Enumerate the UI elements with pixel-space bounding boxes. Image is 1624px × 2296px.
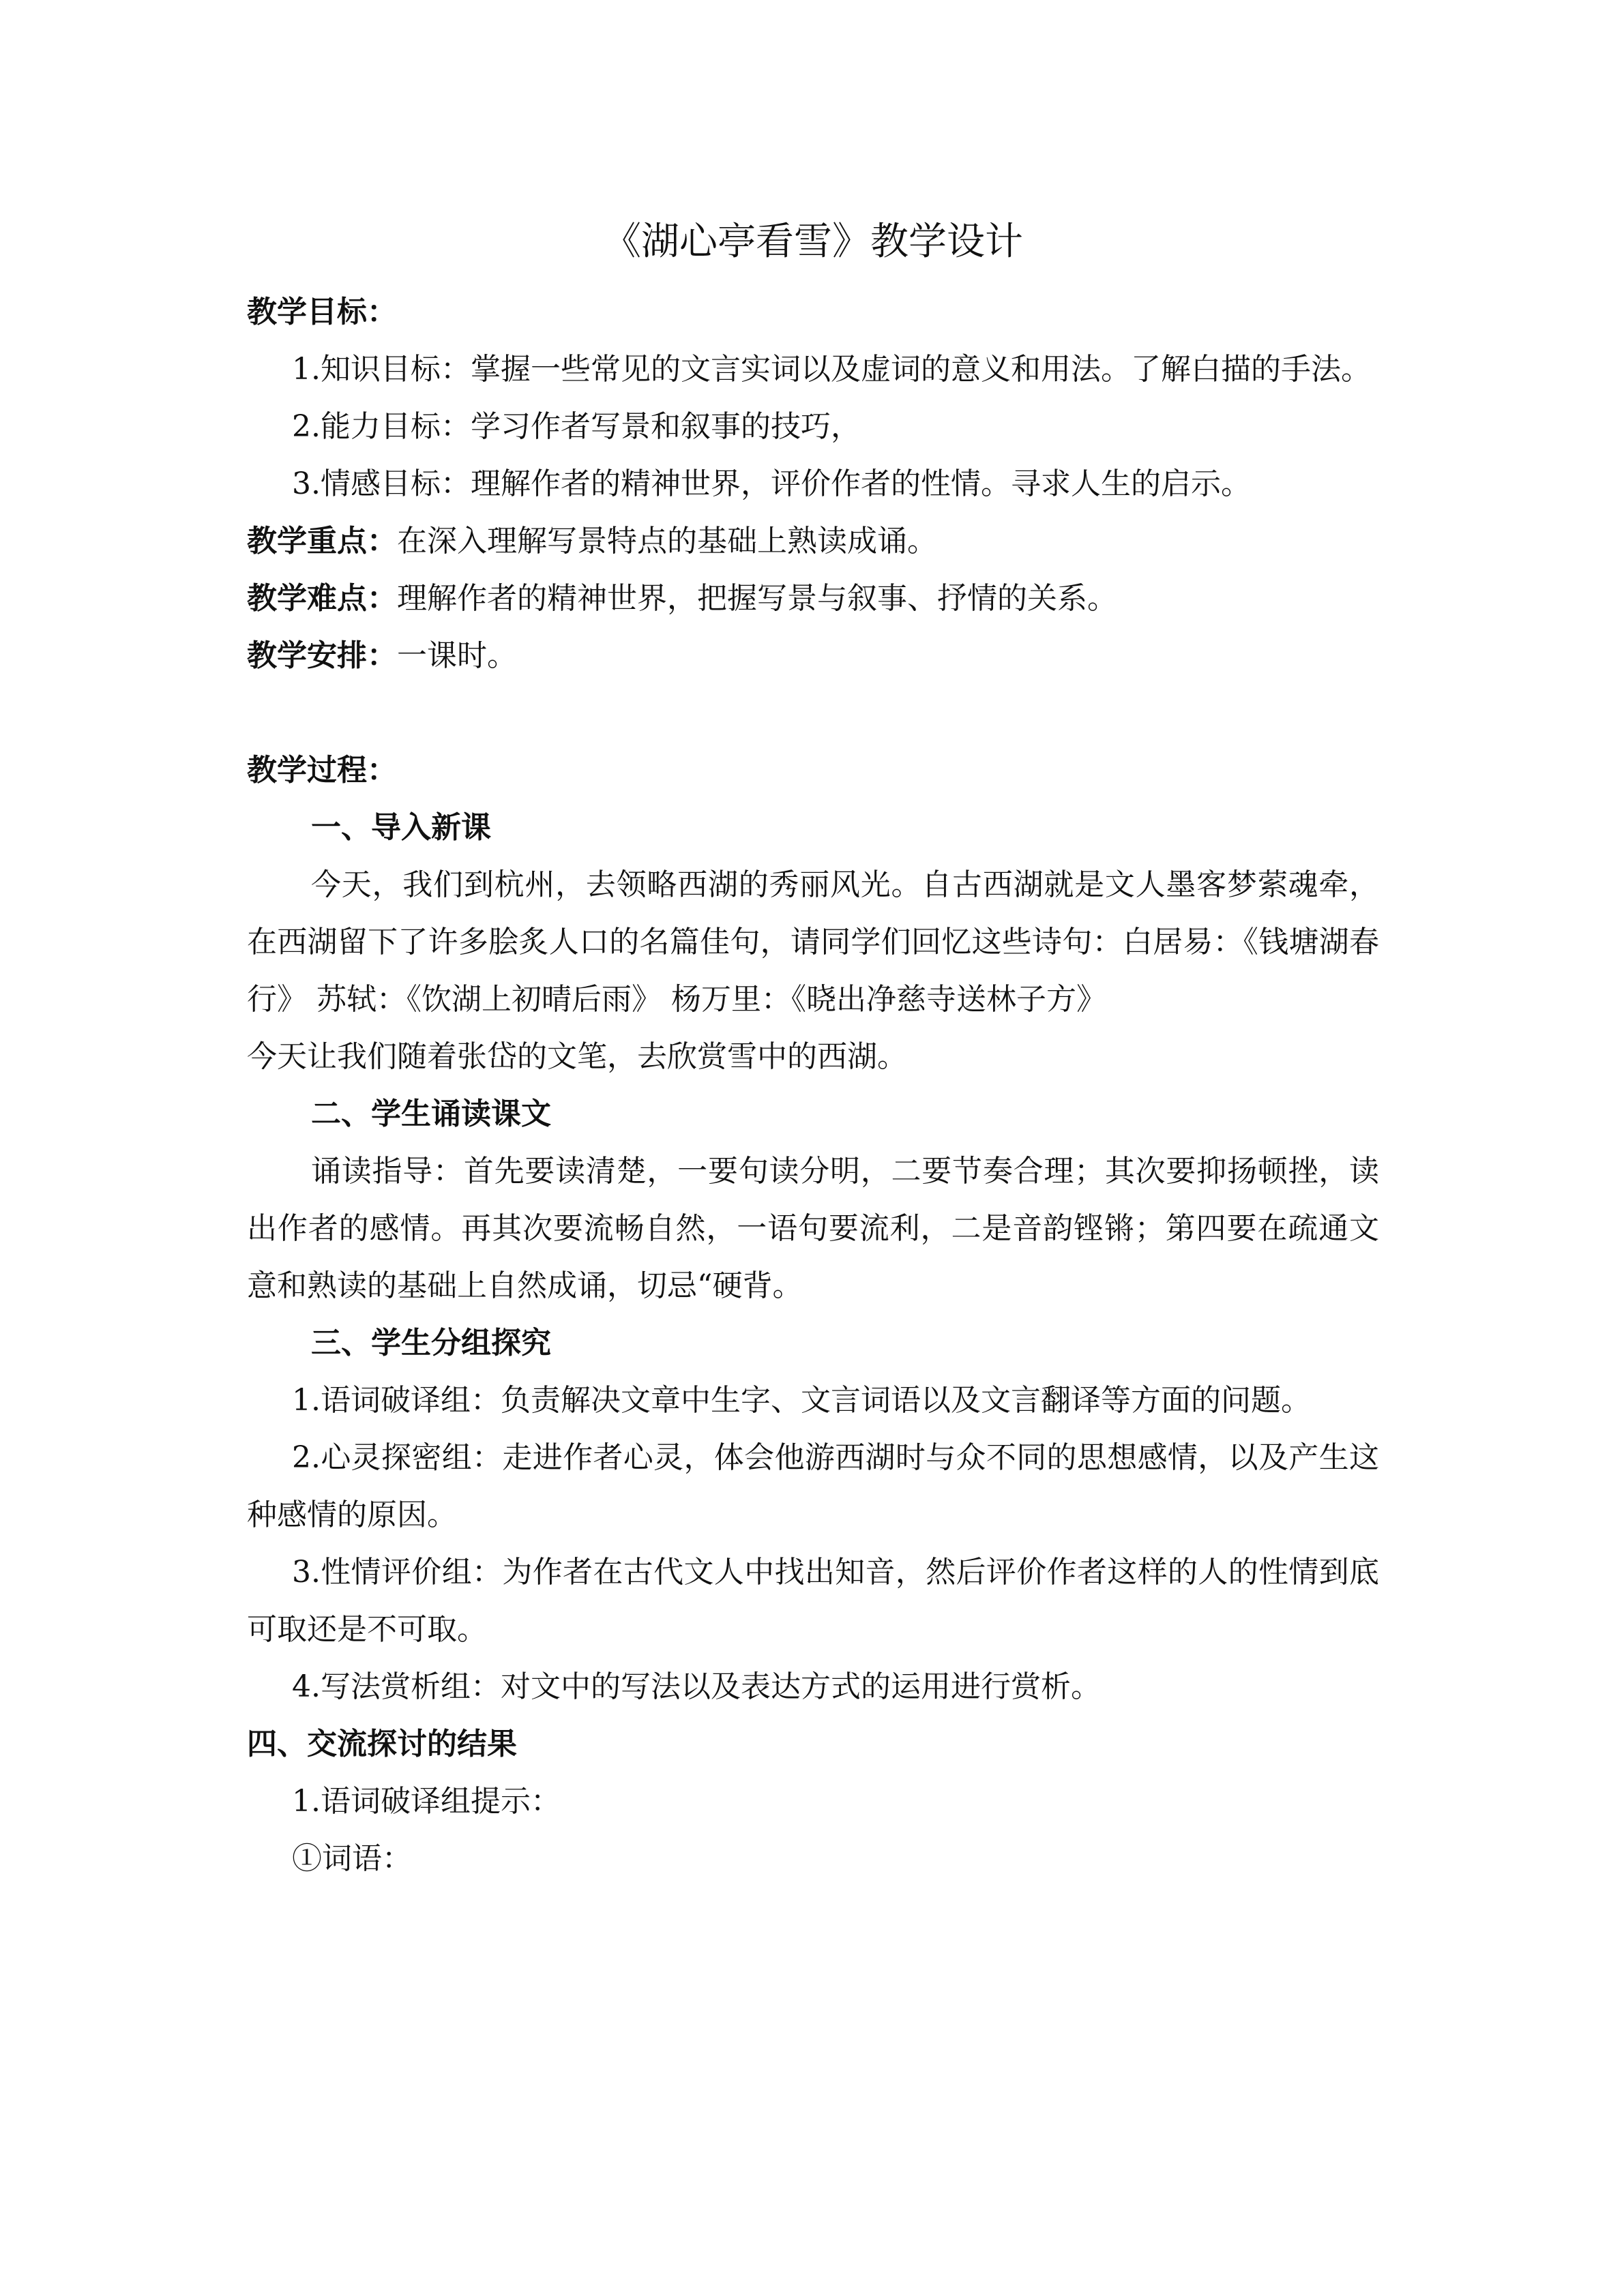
section-paragraph: 今天，我们到杭州，去领略西湖的秀丽风光。自古西湖就是文人墨客梦萦魂牵，在西湖留下了许多脍炙人口的名篇佳句，请同学们回忆这些诗句：白居易：《钱塘湖春行》 苏轼：《饮湖上初晴后雨》 杨万里：《晓出净慈寺送林子方》 (247, 867, 1379, 1017)
section-heading: 三、学生分组探究 (311, 1326, 551, 1360)
focus-label: 教学重点： (247, 524, 397, 558)
group-item: 2.心灵探密组：走进作者心灵，体会他游西湖时与众不同的思想感情，以及产生这种感情的原因。 (247, 1440, 1379, 1532)
schedule-label: 教学安排： (247, 638, 397, 673)
goal-item: 3.情感目标：理解作者的精神世界，评价作者的性情。寻求人生的启示。 (292, 466, 1251, 501)
difficulty-text: 理解作者的精神世界，把握写景与叙事、抒情的关系。 (397, 581, 1117, 616)
schedule-text: 一课时。 (397, 638, 517, 673)
goal-item: 1.知识目标：掌握一些常见的文言实词以及虚词的意义和用法。了解白描的手法。 (292, 352, 1371, 387)
focus-row (247, 513, 1379, 570)
goals-label: 教学目标： (247, 295, 397, 329)
document-body (247, 205, 1379, 1888)
result-line: 1.语词破译组提示： (292, 1784, 561, 1819)
section-heading: 一、导入新课 (311, 810, 491, 845)
focus-text: 在深入理解写景特点的基础上熟读成诵。 (397, 524, 937, 558)
section-heading: 二、学生诵读课文 (311, 1097, 551, 1131)
section-heading: 四、交流探讨的结果 (247, 1727, 517, 1761)
process-label: 教学过程： (247, 753, 397, 788)
schedule-row (247, 627, 1379, 685)
group-item: 1.语词破译组：负责解决文章中生字、文言词语以及文言翻译等方面的问题。 (292, 1383, 1311, 1418)
difficulty-label: 教学难点： (247, 581, 397, 616)
spacer (247, 685, 1379, 742)
section-paragraph: 诵读指导：首先要读清楚，一要句读分明，二要节奏合理；其次要抑扬顿挫，读出作者的感情。再其次要流畅自然，一语句要流利，二是音韵铿锵；第四要在疏通文意和熟读的基础上自然成诵，切忌“硬背。 (247, 1154, 1379, 1303)
page-title: 《湖心亭看雪》教学设计 (603, 220, 1023, 264)
group-item: 3.性情评价组：为作者在古代文人中找出知音，然后评价作者这样的人的性情到底可取还是不可取。 (247, 1555, 1379, 1647)
section-paragraph: 今天让我们随着张岱的文笔，去欣赏雪中的西湖。 (247, 1039, 907, 1074)
difficulty-row (247, 570, 1379, 627)
group-item: 4.写法赏析组：对文中的写法以及表达方式的运用进行赏析。 (292, 1669, 1101, 1704)
goal-item: 2.能力目标：学习作者写景和叙事的技巧， (292, 409, 861, 444)
result-line: ①词语： (292, 1841, 412, 1876)
